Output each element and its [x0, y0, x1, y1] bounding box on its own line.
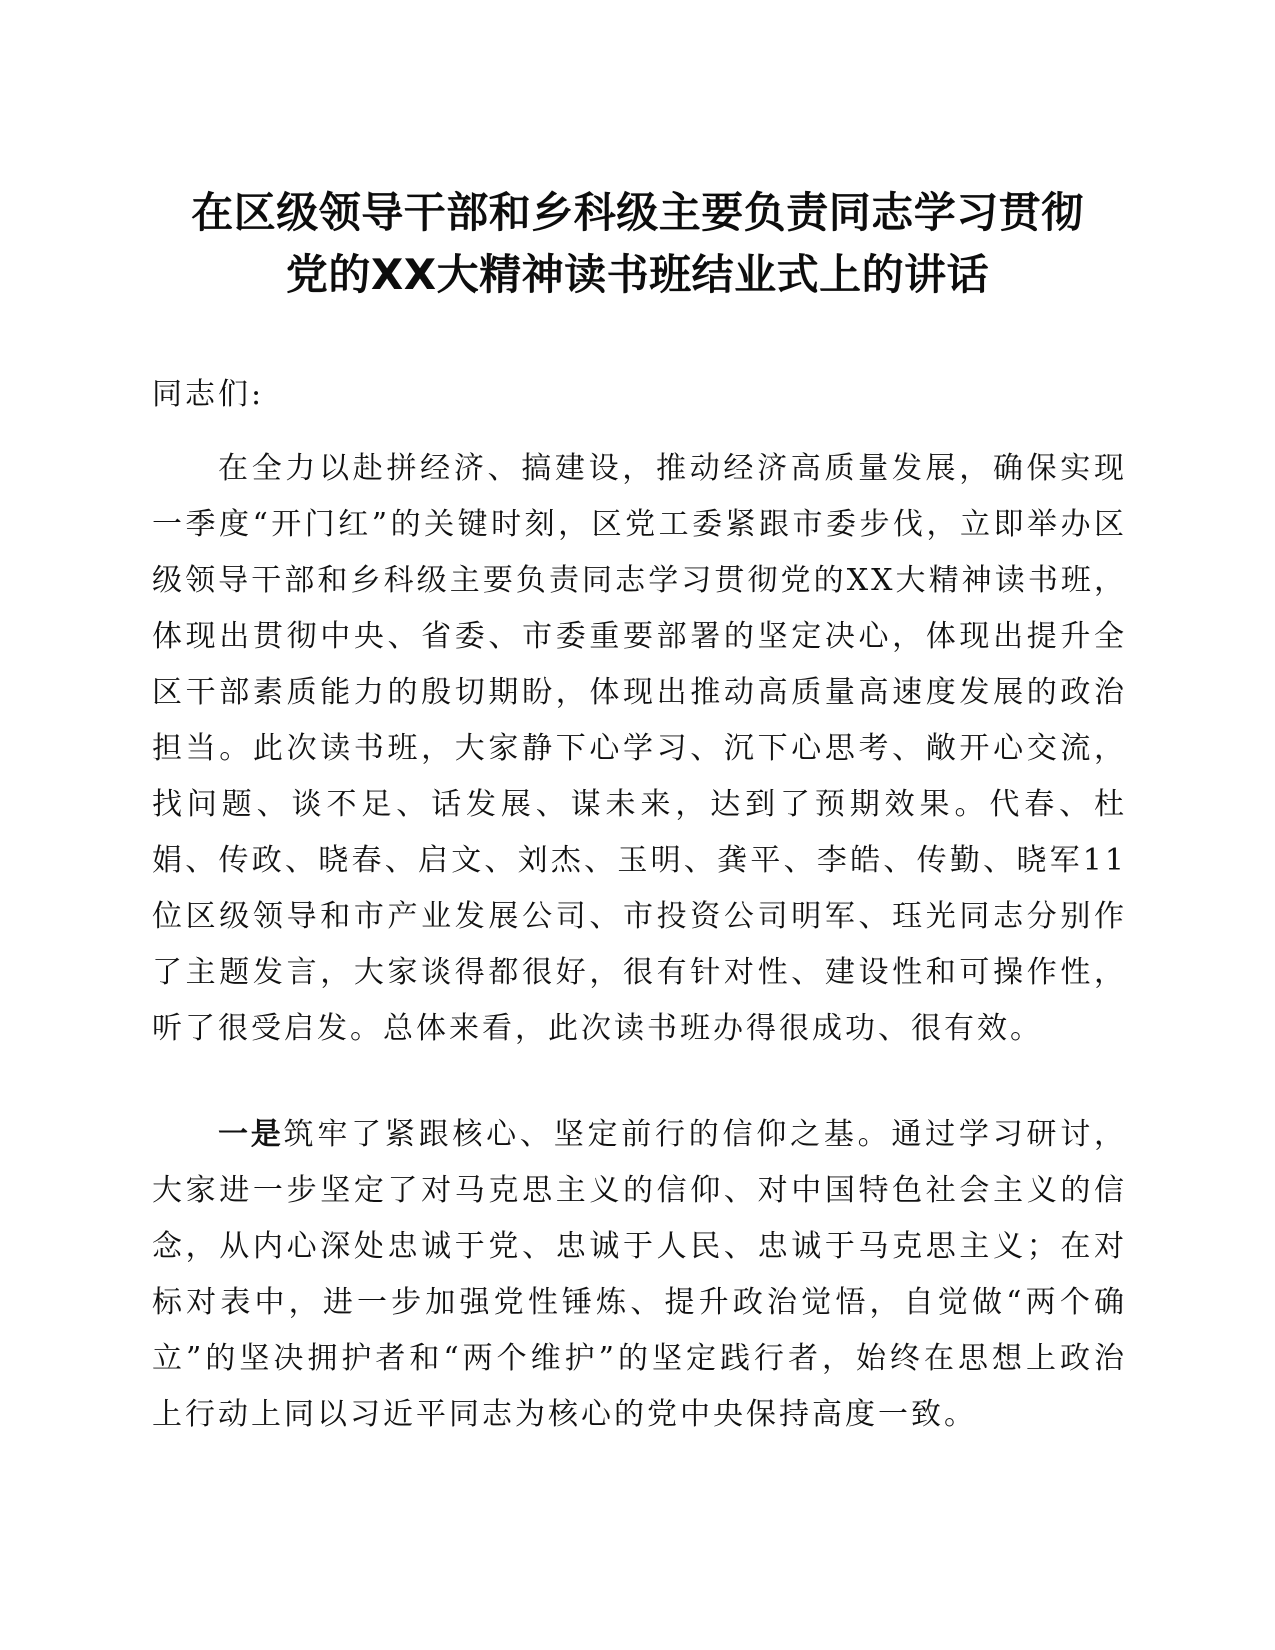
document-title: [130, 182, 1145, 306]
paragraph-1: 在全力以赴拼经济、搞建设，推动经济高质量发展，确保实现一季度“开门红”的关键时刻，区党工委紧跟市委步伐，立即举办区级领导干部和乡科级主要负责同志学习贯彻党的XX大精神读书班，体现出贯彻中央、省委、市委重要部署的坚定决心，体现出提升全区干部素质能力的殷切期盼，体现出推动高质量高速度发展的政治担当。此次读书班，大家静下心学习、沉下心思考、敞开心交流，找问题、谈不足、话发展、谋未来，达到了预期效果。代春、杜娟、传政、晓春、启文、刘杰、玉明、龚平、李皓、传勤、晓军11位区级领导和市产业发展公司、市投资公司明军、珏光同志分别作了主题发言，大家谈得都很好，很有针对性、建设性和可操作性，听了很受启发。总体来看，此次读书班办得很成功、很有效。: [152, 451, 1127, 1046]
paragraph-2-text: 筑牢了紧跟核心、坚定前行的信仰之基。通过学习研讨，大家进一步坚定了对马克思主义的信仰、对中国特色社会主义的信念，从内心深处忠诚于党、忠诚于人民、忠诚于马克思主义；在对标对表中，进一步加强党性锤炼、提升政治觉悟，自觉做“两个确立”的坚决拥护者和“两个维护”的坚定践行者，始终在思想上政治上行动上同以习近平同志为核心的党中央保持高度一致。: [152, 1117, 1128, 1432]
title-line-2: 党的XX大精神读书班结业式上的讲话: [285, 250, 990, 299]
paragraph-2-lead: 一是: [218, 1117, 284, 1152]
paragraph-2: [152, 1107, 1127, 1443]
title-line-1: 在区级领导干部和乡科级主要负责同志学习贯彻: [191, 188, 1084, 237]
salutation: 同志们:: [152, 377, 265, 412]
